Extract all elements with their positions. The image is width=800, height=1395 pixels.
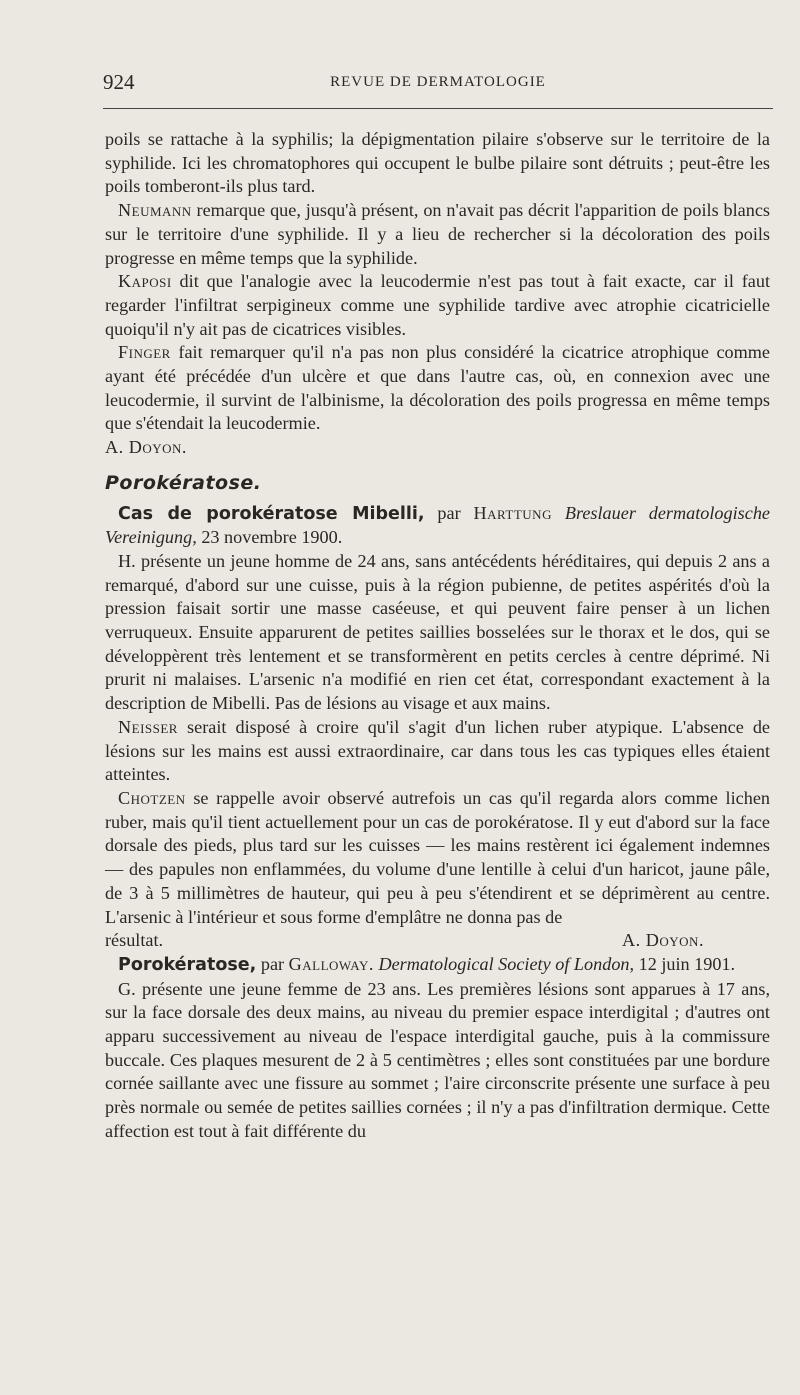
- article-title: Porokératose,: [118, 954, 257, 975]
- section-title: Porokératose.: [105, 471, 262, 494]
- person-name: Chotzen: [118, 787, 186, 808]
- author: Galloway.: [288, 953, 374, 974]
- page-number: 924: [103, 70, 135, 94]
- article-heading: Cas de porokératose Mibelli, par Harttung Breslauer dermatologische Vereinigung, 23 novembre 1900.: [105, 502, 770, 548]
- person-name: Neisser: [118, 716, 178, 737]
- paragraph: poils se rattache à la syphilis; la dépigmentation pilaire s'observe sur le territoire de la syphilide. Ici les chromatophores qui occupent le bulbe pilaire sont détruits ; peut-être les poils tomberont-ils plus tard.: [105, 129, 770, 197]
- paragraph: Neumann remarque que, jusqu'à présent, on n'avait pas décrit l'apparition de poils blancs sur le territoire d'une syphilide. Il y a lieu de rechercher si la décoloration des poils progresse en même temps que la syphilide.: [105, 200, 770, 268]
- person-name: Neumann: [118, 200, 192, 221]
- date: 12 juin 1901.: [634, 953, 736, 974]
- source: Dermatological Society of London,: [373, 953, 635, 974]
- body-text: [105, 128, 770, 1144]
- paragraph: H. présente un jeune homme de 24 ans, sans antécédents héréditaires, qui depuis 2 ans a remarqué, d'abord sur une cuisse, puis à la région pubienne, de petites aspérités d'où la pression faisait sortir une masse caséeuse, et qui peuvent faire penser à un lichen verruqueux. Ensuite apparurent de petites saillies bosselées sur le thorax et le dos, qui se développèrent très lentement et se transformèrent en petits cercles à centre déprimé. Ni prurit ni malaises. L'arsenic n'a modifié en rien cet état, correspondant exactement à la description de Mibelli. Pas de lésions au visage et aux mains.: [105, 550, 770, 714]
- running-title: REVUE DE DERMATOLOGIE: [330, 74, 546, 90]
- paragraph: G. présente une jeune femme de 23 ans. Les premières lésions sont apparues à 17 ans, sur la face dorsale des deux mains, au niveau du premier espace interdigital ; d'autres ont apparu successivement au niveau de l'espace interdigital gauche, puis à la commissure buccale. Ces plaques mesurent de 2 à 5 centimètres ; elles sont constituées par une bordure cornée saillante avec une fissure au sommet ; l'aire circonscrite présente une surface à peu près normale ou semée de petites saillies cornées ; il n'y a pas d'infiltration dermique. Cette affection est tout à fait différente du: [105, 978, 770, 1141]
- date: 23 novembre 1900.: [196, 527, 343, 548]
- paragraph: Kaposi dit que l'analogie avec la leucodermie n'est pas tout à fait exacte, car il faut regarder l'infiltrat serpigineux comme une syphilide tardive avec atrophie cicatricielle quoiqu'il n'y ait pas de cicatrices visibles.: [105, 271, 770, 339]
- person-name: Kaposi: [118, 271, 172, 292]
- article-title: Cas de porokératose Mibelli,: [118, 503, 425, 524]
- header-rule: [103, 108, 773, 109]
- signature: résultat. A. Doyon.: [105, 930, 704, 951]
- author: Harttung: [473, 502, 552, 523]
- paragraph: Neisser serait disposé à croire qu'il s'agit d'un lichen ruber atypique. L'absence de lésions sur les mains est aussi extraordinaire, car dans tous les cas typiques elles étaient atteintes.: [105, 716, 770, 785]
- signature: A. Doyon.: [105, 437, 187, 458]
- person-name: Finger: [118, 342, 171, 363]
- source: Breslauer dermatologische Vereinigung,: [105, 502, 770, 548]
- paragraph: Finger fait remarquer qu'il n'a pas non plus considéré la cicatrice atrophique comme ayant été précédée d'un ulcère et que dans l'autre cas, où, en connexion avec une leucodermie, il survint de l'albinisme, la décoloration des poils progressa en même temps que s'étendait la leucodermie.: [105, 342, 770, 434]
- page-header: [103, 70, 773, 96]
- paragraph: Chotzen se rappelle avoir observé autrefois un cas qu'il regarda alors comme lichen ruber, mais qu'il tient actuellement pour un cas de porokératose. Il y eut d'abord sur la face dorsale des pieds, plus tard sur les cuisses — les mains restèrent ici également indemnes — des papules non enflammées, du volume d'une lentille à celui d'un haricot, jaune pâle, de 3 à 5 millimètres de hauteur, qui peu à peu s'étendirent et se déprimèrent au centre. L'arsenic à l'intérieur et sous forme d'emplâtre ne donna pas de: [105, 787, 770, 927]
- article-heading: Porokératose, par Galloway. Dermatological Society of London, 12 juin 1901.: [118, 953, 736, 975]
